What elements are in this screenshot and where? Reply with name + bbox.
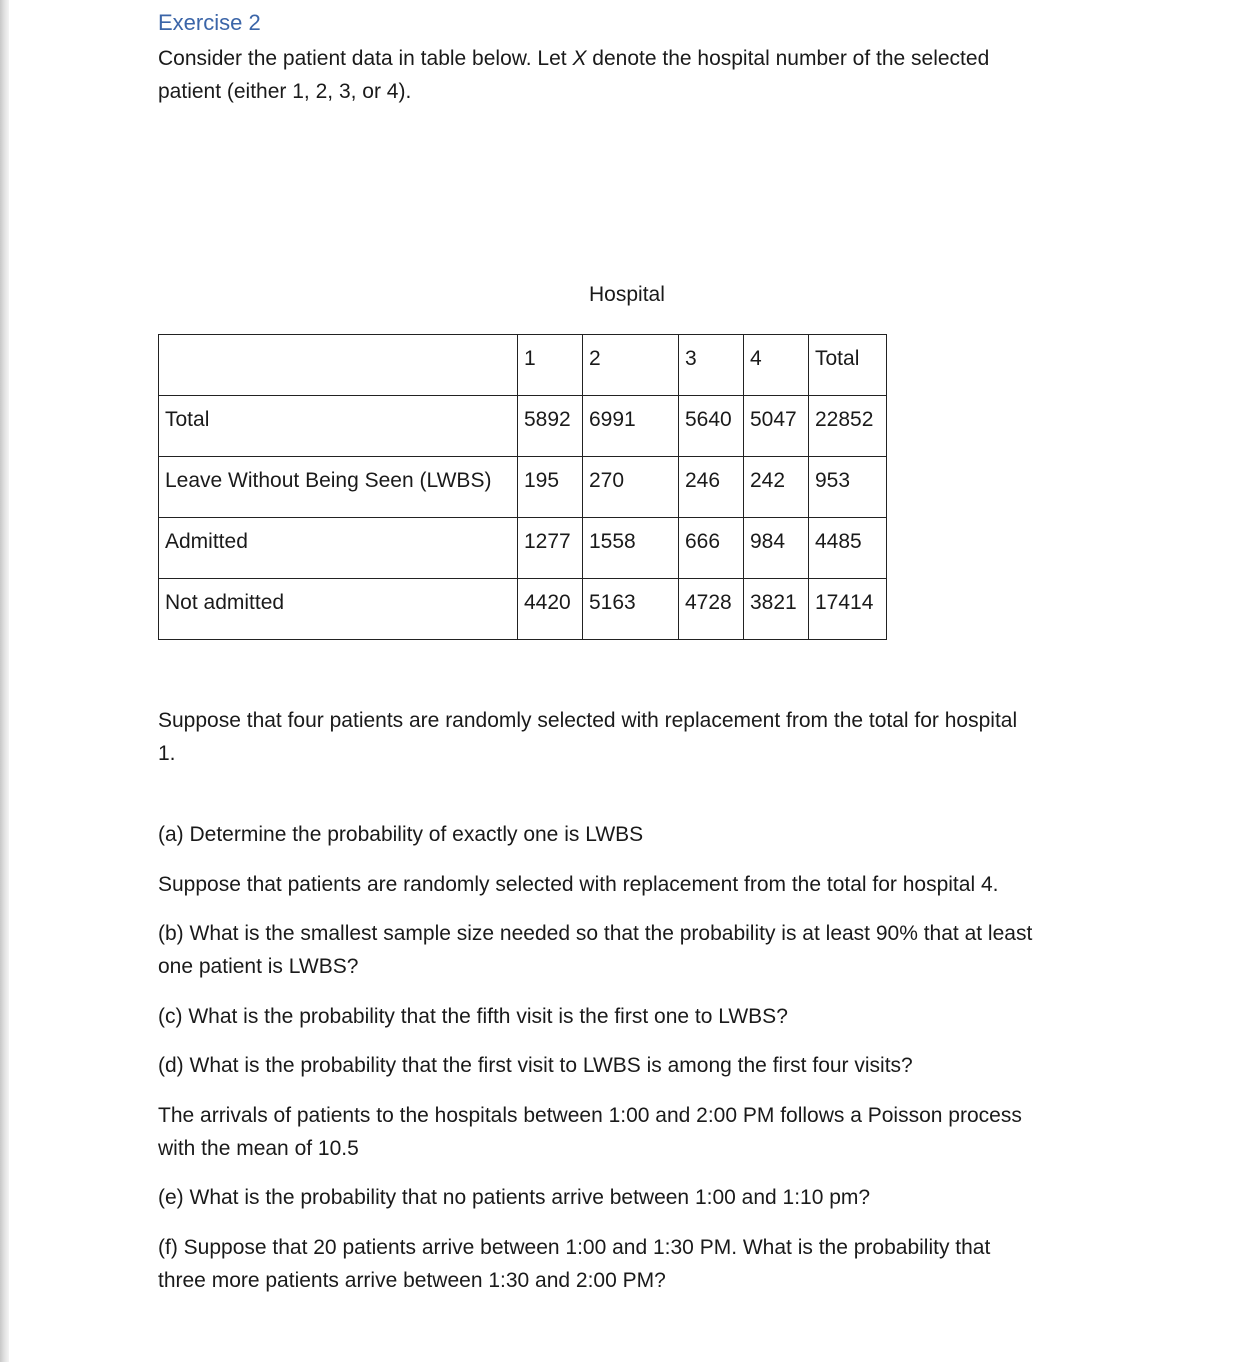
sampling-text-line1: Suppose that four patients are randomly selected with replacement from the total for hospital (158, 709, 1018, 732)
row-label: Leave Without Being Seen (LWBS) (159, 457, 518, 518)
table-header-row (159, 335, 887, 396)
exercise-heading: Exercise 2 (158, 10, 261, 35)
sampling-paragraph-h1 (158, 704, 1133, 770)
table-cell: 984 (744, 518, 809, 579)
table-cell: 6991 (583, 396, 679, 457)
table-cell: 4728 (679, 579, 744, 640)
table-cell: 3821 (744, 579, 809, 640)
intro-text-start: Consider the patient data in table below. Let (158, 47, 573, 70)
question-d: (d) What is the probability that the first visit to LWBS is among the first four visits? (158, 1054, 913, 1077)
table-cell (159, 335, 518, 396)
table-cell: 17414 (809, 579, 887, 640)
table-cell: 22852 (809, 396, 887, 457)
table-cell: 242 (744, 457, 809, 518)
intro-variable: X (572, 47, 587, 70)
sampling-text-line2: 1. (158, 742, 176, 765)
table-cell: 4420 (518, 579, 583, 640)
question-b-line2: one patient is LWBS? (158, 955, 359, 978)
page-edge-shadow (0, 0, 9, 1362)
question-f-line2: three more patients arrive between 1:30 and 2:00 PM? (158, 1269, 666, 1292)
table-cell: 5892 (518, 396, 583, 457)
table-cell: 1277 (518, 518, 583, 579)
question-c: (c) What is the probability that the fifth visit is the first one to LWBS? (158, 1005, 788, 1028)
question-e: (e) What is the probability that no patients arrive between 1:00 and 1:10 pm? (158, 1186, 871, 1209)
question-a: (a) Determine the probability of exactly one is LWBS (158, 823, 644, 846)
row-label: Not admitted (159, 579, 518, 640)
question-f (158, 1231, 1133, 1297)
table-cell: 5163 (583, 579, 679, 640)
question-b-line1: (b) What is the smallest sample size needed so that the probability is at least 90% that at least (158, 922, 1033, 945)
table-row (159, 579, 887, 640)
table-header-cell: 3 (679, 335, 744, 396)
table-cell: 4485 (809, 518, 887, 579)
poisson-text-line2: with the mean of 10.5 (158, 1137, 359, 1160)
row-label: Admitted (159, 518, 518, 579)
table-row (159, 518, 887, 579)
table-cell: 5047 (744, 396, 809, 457)
table-cell: 953 (809, 457, 887, 518)
table-header-cell: 2 (583, 335, 679, 396)
intro-text-end: denote the hospital number of the selected (586, 47, 990, 70)
table-cell: 246 (679, 457, 744, 518)
table-header-cell: Total (809, 335, 887, 396)
hospital-column-label: Hospital (589, 283, 665, 306)
intro-paragraph (158, 42, 1133, 108)
patient-data-table (158, 334, 887, 640)
table-cell: 666 (679, 518, 744, 579)
question-b (158, 917, 1133, 983)
table-row (159, 457, 887, 518)
table-cell: 5640 (679, 396, 744, 457)
table-header-cell: 1 (518, 335, 583, 396)
table-cell: 1558 (583, 518, 679, 579)
table-cell: 195 (518, 457, 583, 518)
row-label: Total (159, 396, 518, 457)
poisson-text-line1: The arrivals of patients to the hospitals between 1:00 and 2:00 PM follows a Poisson process (158, 1104, 1022, 1127)
sampling-paragraph-h4: Suppose that patients are randomly selected with replacement from the total for hospital 4. (158, 873, 999, 896)
poisson-paragraph (158, 1099, 1133, 1165)
table-row (159, 396, 887, 457)
table-header-cell: 4 (744, 335, 809, 396)
table-cell: 270 (583, 457, 679, 518)
intro-text-line2: patient (either 1, 2, 3, or 4). (158, 80, 412, 103)
question-f-line1: (f) Suppose that 20 patients arrive between 1:00 and 1:30 PM. What is the probability that (158, 1236, 991, 1259)
